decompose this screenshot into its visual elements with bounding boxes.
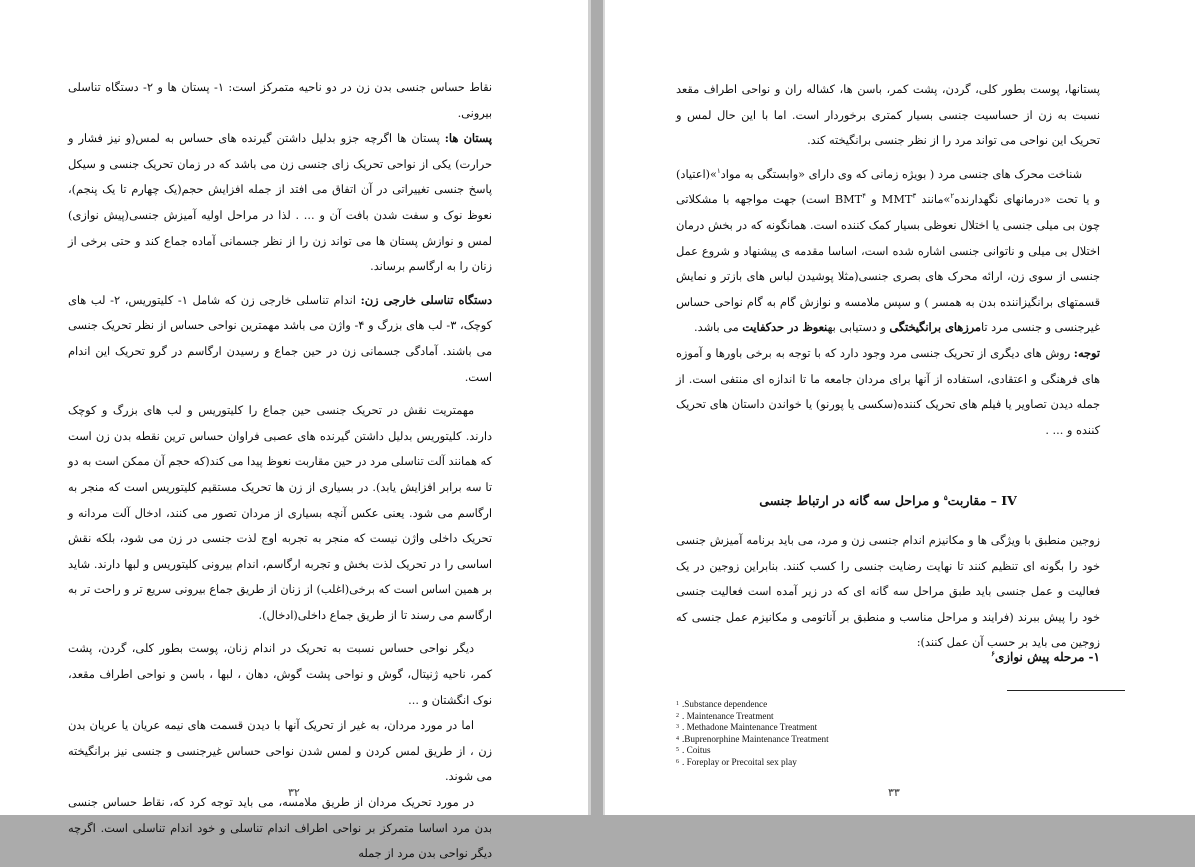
footnote-item [676,711,896,723]
footnote-ref-2: ۲ [950,192,955,201]
footnote-item [676,699,896,711]
footnote-ref-3: ۳ [912,192,917,201]
footnote-text: . Maintenance Treatment [682,710,774,721]
left-page-text [68,75,492,867]
footnote-ref-5: ۵ [943,492,948,502]
paragraph-men-sensitivity: پستانها، پوست بطور کلی، گردن، پشت کمر، باسن ها، کشاله ران و نواحی اطراف مقعد نسبت به زن از حساسیت جنسی بسیار کمتری برخوردار است. اما با این حال لمس و تحریک این نواحی می تواند مرد را از نظر جنسی برانگیخته کند. [676,83,1100,148]
subheading-foreplay [900,650,1100,664]
paragraph-male-stimuli [676,162,1100,341]
para2-part-e: است) جهت مواجهه با مشکلاتی چون بی میلی جنسی یا اختلال نعوظی بسیار کمک کننده است. همانگونه که در بخش درمان اختلال بی میلی و ناتوانی جنسی اشاره شده است، اساسا مقدمه ی پیشنهاد و شروع عمل جنسی از سوی زن، ارائه محرک های بصری جنسی(مثلا پوشیدن لباس های بازتر و نمایش قسمتهای برانگیزاننده بدن به همسر ) و سپس ملامسه و نوازش گام به گام نواحی حساس غیرجنسی و جنسی مرد تا [676,193,1100,335]
footnote-item [676,757,896,769]
footnote-ref-4: ۴ [862,192,866,201]
bold-arousal-limits: مرزهای برانگیختگی [889,320,981,335]
footnote-ref-6: ۶ [991,649,995,658]
page-number-right: ۳۳ [888,786,900,799]
paragraph-other-areas: دیگر نواحی حساس نسبت به تحریک در اندام زنان، پوست بطور کلی، گردن، پشت کمر، ناحیه ژنیتال، گوش و نواحی پشت گوش، دهان ، لبها ، باسن و نواحی اطراف مقعد، نوک انگشتان و ... [68,642,492,707]
paragraph-erogenous-intro: نقاط حساس جنسی بدن زن در دو ناحیه متمرکز است: ۱- پستان ها و ۲- دستگاه تناسلی بیرونی. [68,81,492,120]
footnote-number: 6 [676,758,679,765]
footnote-number: 3 [676,724,679,731]
footnote-rule [1007,690,1125,691]
para2-part-g: می باشد. [694,321,743,335]
para2-part-b: »(اعتیاد) و یا تحت «درمانهای نگهدارنده [676,167,1100,207]
paragraph-note [676,341,1100,443]
footnote-text: .Buprenorphine Maintenance Treatment [682,733,829,744]
paragraph-couples: زوجین منطبق با ویژگی ها و مکانیزم اندام جنسی زن و مرد، می باید برنامه آمیزش جنسی خود را بگونه ای تنظیم کنند تا نهایت رضایت جنسی را کسب کنند. بنابراین زوجین در یک فعالیت و عمل جنسی باید طبق مراحل سه گانه ای که در زیر آمده است فعالیت جنسی خود را پیش ببرند (فرایند و مراحل مناسب و منطبق بر آناتومی و مکانیزم عمل جنسی که زوجین می باید بر حسب آن عمل کنند): [676,534,1100,650]
footnote-number: 1 [676,701,679,707]
page-edge-left [588,0,591,815]
paragraph-external-genitals [68,288,492,390]
page-edge-right [603,0,605,815]
footnote-text: . Coitus [682,745,711,756]
para2-part-f: و دستیابی به [827,321,890,335]
bold-lead-external-genitals: دستگاه تناسلی خارجی زن: [360,292,492,307]
footnote-number: 4 [676,735,679,742]
paragraph-men-touch: در مورد تحریک مردان از طریق ملامسه، می باید توجه کرد که، نقاط حساس جنسی بدن مرد اساسا متمرکز بر نواحی اطراف اندام تناسلی و خود اندام تناسلی است. اگرچه دیگر نواحی بدن مرد از جمله [68,796,492,861]
section-heading-part-b: و مراحل سه گانه در ارتباط جنسی [759,493,944,508]
bold-note-lead: توجه: [1073,345,1100,360]
paragraph-note-text: روش های دیگری از تحریک جنسی مرد وجود دارد که با توجه به برخی باورها و آموزه های فرهنگی و اعتقادی، استفاده از آنها برای مردان جامعه ما تا اندازه ای منتفی است. از جمله دیدن تصاویر یا فیلم های تحریک کننده(سکسی یا پورنو) یا خواندن داستان های تحریک کننده و ... . [676,346,1100,437]
footnote-text: .Substance dependence [682,699,768,709]
section-body [676,528,1100,656]
section-heading-part-a: IV – مقاربت [947,493,1017,508]
footnote-item [676,745,896,757]
subheading-foreplay-text: ۱- مرحله پیش نوازی [994,650,1100,664]
left-page [0,0,591,861]
footnote-number: 2 [676,712,679,719]
right-page-text [676,77,1100,443]
bold-lead-breasts: پستان ها: [444,131,492,146]
footnote-text: . Foreplay or Precoital sex play [682,756,797,767]
para2-part-a: شناخت محرک های جنسی مرد ( بویژه زمانی که وی دارای «وابستگی به مواد [720,167,1082,181]
paragraph-external-genitals-text: اندام تناسلی خارجی زن که شامل ۱- کلیتوریس، ۲- لب های کوچک، ۳- لب های بزرگ و ۴- واژن می باشد مهمترین نواحی حساس از نظر تحریک جنسی می باشند. آمادگی جسمانی زن در حین جماع و رسیدن ارگاسم در گرو تحریک این اندام است. [68,293,493,384]
footnote-ref-1: ۱ [716,167,721,176]
paragraph-men: اما در مورد مردان، به غیر از تحریک آنها با دیدن قسمت های نیمه عریان یا عریان بدن زن ، از طریق لمس کردن و لمس شدن نواحی حساس غیرجنسی و جنسی نیز برانگیخته می شوند. [68,719,492,784]
footnote-number: 5 [676,747,679,754]
footnote-text: . Methadone Maintenance Treatment [682,722,818,733]
para2-part-d: و BMT [834,193,882,207]
paragraph-breasts-text: پستان ها اگرچه جزو بدلیل داشتن گیرنده های حساس به لمس(و نیز فشار و حرارت) یکی از نواحی تحریک زای جنسی زن می باشد که در زمان تحریک جنسی و سیکل پاسخ جنسی تغییراتی در آن اتفاق می افتد از جمله افزایش حجم(یک چهارم تا یک پنجم)، نعوظ نوک و سفت شدن بافت آن و ... . لذا در مراحل اولیه آمیزش جنسی(پیش نوازی) لمس و نوازش پستان ها می تواند زن را از نظر جسمانی آماده جماع کند و حتی برخی از زنان را به ارگاسم برساند. [68,132,492,274]
page-number-left: ۳۲ [288,786,300,799]
paragraph-breasts [68,126,492,280]
paragraph-clitoris: مهمتریت نقش در تحریک جنسی حین جماع را کلیتوریس و لب های بزرگ و کوچک دارند. کلیتوریس بدلیل داشتن گیرنده های عصبی فراوان حساس ترین نقطه بدن زن است که همانند آلت تناسلی مرد در حین مقاربت نعوظ پیدا می کند(که حجم آن ممکن است به دو تا سه برابر افزایش یابد). در بسیاری از زن ها تحریک مستقیم کلیتوریس است که منجر به ارگاسم می شود. یعنی عکس آنچه بسیاری از مردان تصور می کنند، ادخال آلت مردانه و تحریک داخلی واژن نیست که منجر به تجربه اوج لذت جنسی در زن می شود، بلکه نقش اساسی را در تحریک لذت بخش و تجربه ارگاسم، اندام بیرونی کلیتوریس و لبها دارند. شاید بر همین اساس است که برخی(اغلب) از زنان از طریق جماع بیرونی سریع تر و راحت تر به ارگاسم می رسند تا از طریق جماع داخلی(ادخال). [68,404,492,622]
section-heading [676,493,1100,508]
bold-sufficient-erection: نعوظ در حدکفایت [742,320,828,335]
para2-part-c: »مانند MMT [881,193,951,207]
footnote-item [676,722,896,734]
footnotes [676,699,896,769]
footnote-item [676,734,896,746]
